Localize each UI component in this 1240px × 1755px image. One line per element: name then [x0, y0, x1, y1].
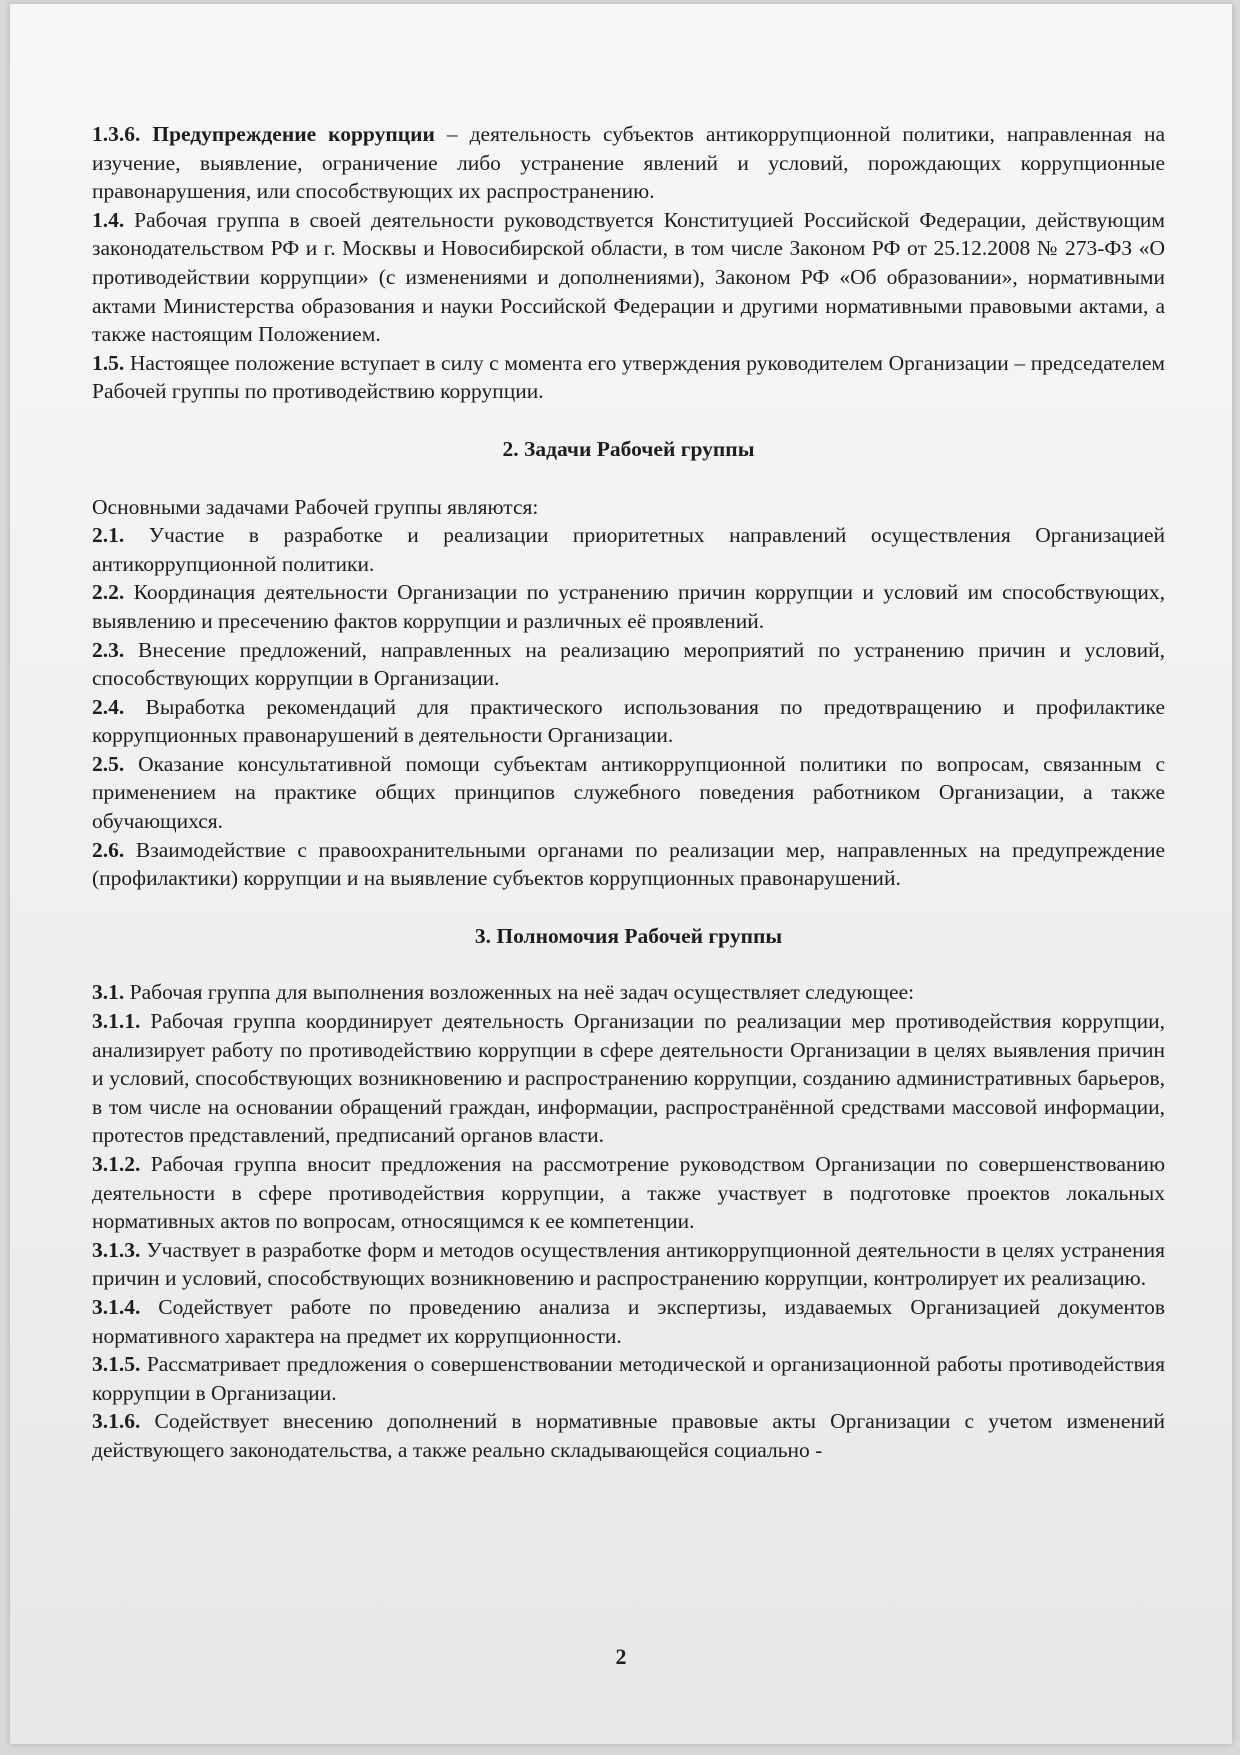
clause-2-1: 2.1. Участие в разработке и реализации приоритетных направлений осуществления Организацией антикоррупционной политики.	[92, 523, 1165, 576]
clause-3-1: 3.1. Рабочая группа для выполнения возложенных на неё задач осуществляет следующее:	[92, 980, 915, 1005]
defined-term: Предупреждение коррупции	[152, 122, 435, 146]
clause-2-5: 2.5. Оказание консультативной помощи субъектам антикоррупционной политики по вопросам, связанным с применением на практике общих принципов служебного поведения работником Организации, а также обучающихся.	[92, 751, 1165, 834]
section-3-heading: 3. Полномочия Рабочей группы	[474, 923, 783, 948]
clause-1-3-6: 1.3.6. Предупреждение коррупции – деятельность субъектов антикоррупционной политики, направленная на изучение, выявление, ограничение либо устранение явлений и условий, порождающих коррупционные правонарушения, или способствующих их распространению.	[92, 122, 1166, 204]
clause-3-1-1: 3.1.1. Рабочая группа координирует деятельность Организации по реализации мер противодействия коррупции, анализирует работу по противодействию коррупции в сфере деятельности Организации в целях выявления причин и условий, способствующих возникновению и распространению коррупции, созданию административных барьеров, в том числе на основании обращений граждан, информации, распространённой средствами массовой информации, протестов представлений, предписаний органов власти.	[92, 1009, 1165, 1148]
document-body	[92, 120, 1165, 1465]
section-2-intro: Основными задачами Рабочей группы являются:	[92, 494, 539, 519]
document-page	[10, 4, 1232, 1744]
clause-2-4: 2.4. Выработка рекомендаций для практического использования по предотвращению и профилактике коррупционных правонарушений в деятельности Организации.	[92, 694, 1165, 748]
clause-2-6: 2.6. Взаимодействие с правоохранительными органами по реализации мер, направленных на предупреждение (профилактики) коррупции и на выявление субъектов коррупционных правонарушений.	[92, 837, 1165, 891]
clause-3-1-6: 3.1.6. Содействует внесению дополнений в нормативные правовые акты Организации с учетом изменений действующего законодательства, а также реально складывающейся социально -	[92, 1409, 1165, 1462]
clause-3-1-5: 3.1.5. Рассматривает предложения о совершенствовании методической и организационной работы противодействия коррупции в Организации.	[92, 1352, 1165, 1405]
section-2-heading: 2. Задачи Рабочей группы	[502, 436, 755, 461]
page-number: 2	[615, 1644, 627, 1669]
clause-3-1-4: 3.1.4. Содействует работе по проведению анализа и экспертизы, издаваемых Организацией документов нормативного характера на предмет их коррупционности.	[92, 1294, 1165, 1348]
clause-3-1-2: 3.1.2. Рабочая группа вносит предложения на рассмотрение руководством Организации по совершенствованию деятельности в сфере противодействия коррупции, а также участвует в подготовке проектов локальных нормативных актов по вопросам, относящимся к ее компетенции.	[92, 1152, 1165, 1234]
clause-1-4: 1.4. Рабочая группа в своей деятельности руководствуется Конституцией Российской Федерации, действующим законодательством РФ и г. Москвы и Новосибирской области, в том числе Законом РФ от 25.12.2008 № 273-ФЗ «О противодействии коррупции» (с изменениями и дополнениями), Законом РФ «Об образовании», нормативными актами Министерства образования и науки Российской Федерации и другими нормативными правовыми актами, а также настоящим Положением.	[92, 207, 1165, 347]
clause-1-5: 1.5. Настоящее положение вступает в силу с момента его утверждения руководителем Организации – председателем Рабочей группы по противодействию коррупции.	[92, 350, 1165, 404]
clause-2-3: 2.3. Внесение предложений, направленных на реализацию мероприятий по устранению причин и условий, способствующих коррупции в Организации.	[92, 637, 1165, 691]
clause-2-2: 2.2. Координация деятельности Организации по устранению причин коррупции и условий им способствующих, выявлению и пресечению фактов коррупции и различных её проявлений.	[92, 580, 1165, 633]
clause-3-1-3: 3.1.3. Участвует в разработке форм и методов осуществления антикоррупционной деятельности в целях устранения причин и условий, способствующих возникновению и распространению коррупции, контролирует их реализацию.	[92, 1237, 1165, 1291]
